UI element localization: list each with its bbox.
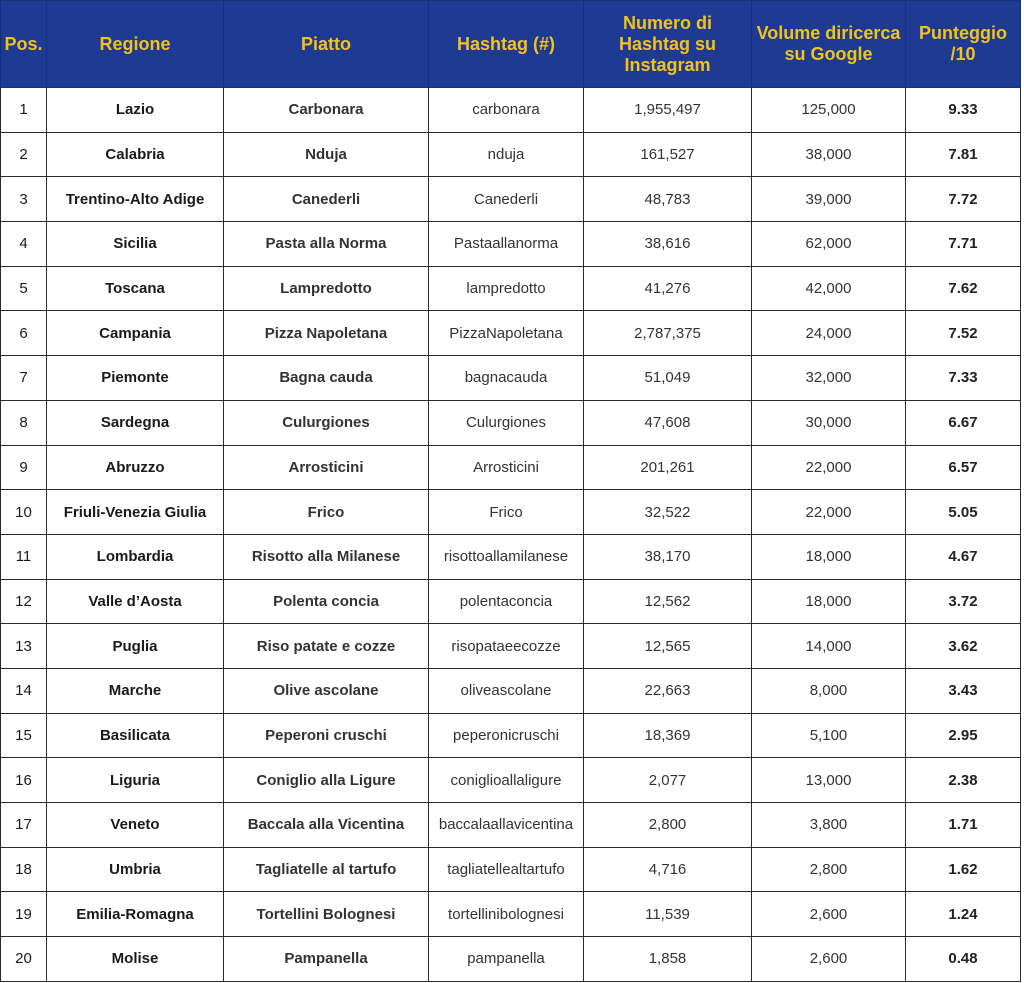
instagram-count-cell: 38,616 [584, 222, 752, 267]
google-volume-cell: 14,000 [752, 624, 906, 669]
google-volume-cell: 22,000 [752, 445, 906, 490]
hashtag-cell: Canederli [429, 177, 584, 222]
region-cell: Sardegna [47, 400, 224, 445]
region-cell: Molise [47, 937, 224, 982]
hashtag-cell: PizzaNapoletana [429, 311, 584, 356]
instagram-count-cell: 51,049 [584, 356, 752, 401]
region-cell: Campania [47, 311, 224, 356]
table-row [1, 222, 1021, 267]
header-dish[interactable]: Piatto [224, 1, 429, 88]
score-cell: 6.57 [906, 445, 1021, 490]
hashtag-cell: polentaconcia [429, 579, 584, 624]
table-row [1, 579, 1021, 624]
table-row [1, 534, 1021, 579]
google-volume-cell: 5,100 [752, 713, 906, 758]
position-cell: 12 [1, 579, 47, 624]
dish-cell: Pampanella [224, 937, 429, 982]
header-region[interactable]: Regione [47, 1, 224, 88]
score-cell: 7.33 [906, 356, 1021, 401]
instagram-count-cell: 32,522 [584, 490, 752, 535]
instagram-count-cell: 38,170 [584, 534, 752, 579]
position-cell: 7 [1, 356, 47, 401]
score-cell: 9.33 [906, 88, 1021, 133]
score-cell: 3.43 [906, 668, 1021, 713]
google-volume-cell: 13,000 [752, 758, 906, 803]
region-cell: Lombardia [47, 534, 224, 579]
dish-cell: Baccala alla Vicentina [224, 803, 429, 848]
hashtag-cell: coniglioallaligure [429, 758, 584, 803]
region-cell: Basilicata [47, 713, 224, 758]
header-score[interactable]: Punteggio /10 [906, 1, 1021, 88]
instagram-count-cell: 41,276 [584, 266, 752, 311]
region-cell: Abruzzo [47, 445, 224, 490]
position-cell: 6 [1, 311, 47, 356]
dish-cell: Riso patate e cozze [224, 624, 429, 669]
dish-cell: Pizza Napoletana [224, 311, 429, 356]
instagram-count-cell: 201,261 [584, 445, 752, 490]
header-row [1, 1, 1021, 88]
position-cell: 11 [1, 534, 47, 579]
header-instagram[interactable]: Numero di Hashtag su Instagram [584, 1, 752, 88]
table-body [1, 88, 1021, 982]
score-cell: 7.52 [906, 311, 1021, 356]
region-cell: Puglia [47, 624, 224, 669]
table-row [1, 847, 1021, 892]
google-volume-cell: 32,000 [752, 356, 906, 401]
hashtag-cell: oliveascolane [429, 668, 584, 713]
instagram-count-cell: 12,562 [584, 579, 752, 624]
dish-cell: Frico [224, 490, 429, 535]
position-cell: 1 [1, 88, 47, 133]
table-row [1, 892, 1021, 937]
region-cell: Friuli-Venezia Giulia [47, 490, 224, 535]
score-cell: 2.95 [906, 713, 1021, 758]
dish-cell: Arrosticini [224, 445, 429, 490]
dish-cell: Nduja [224, 132, 429, 177]
dish-cell: Polenta concia [224, 579, 429, 624]
google-volume-cell: 22,000 [752, 490, 906, 535]
instagram-count-cell: 12,565 [584, 624, 752, 669]
table-row [1, 490, 1021, 535]
dish-cell: Bagna cauda [224, 356, 429, 401]
dish-cell: Pasta alla Norma [224, 222, 429, 267]
score-cell: 1.24 [906, 892, 1021, 937]
instagram-count-cell: 161,527 [584, 132, 752, 177]
table-row [1, 758, 1021, 803]
region-cell: Trentino-Alto Adige [47, 177, 224, 222]
table-row [1, 400, 1021, 445]
hashtag-cell: bagnacauda [429, 356, 584, 401]
hashtag-cell: risottoallamilanese [429, 534, 584, 579]
score-cell: 6.67 [906, 400, 1021, 445]
dish-cell: Culurgiones [224, 400, 429, 445]
table-row [1, 937, 1021, 982]
table-row [1, 311, 1021, 356]
region-cell: Liguria [47, 758, 224, 803]
google-volume-cell: 2,600 [752, 937, 906, 982]
dish-cell: Peperoni cruschi [224, 713, 429, 758]
instagram-count-cell: 1,955,497 [584, 88, 752, 133]
region-cell: Marche [47, 668, 224, 713]
hashtag-cell: risopataeecozze [429, 624, 584, 669]
instagram-count-cell: 2,787,375 [584, 311, 752, 356]
score-cell: 1.71 [906, 803, 1021, 848]
region-cell: Piemonte [47, 356, 224, 401]
position-cell: 13 [1, 624, 47, 669]
table-row [1, 266, 1021, 311]
header-pos[interactable]: Pos. [1, 1, 47, 88]
table-row [1, 356, 1021, 401]
instagram-count-cell: 11,539 [584, 892, 752, 937]
hashtag-cell: carbonara [429, 88, 584, 133]
google-volume-cell: 38,000 [752, 132, 906, 177]
table-row [1, 132, 1021, 177]
position-cell: 2 [1, 132, 47, 177]
hashtag-cell: peperonicruschi [429, 713, 584, 758]
position-cell: 3 [1, 177, 47, 222]
hashtag-cell: tortellinibolognesi [429, 892, 584, 937]
score-cell: 5.05 [906, 490, 1021, 535]
table-row [1, 177, 1021, 222]
instagram-count-cell: 18,369 [584, 713, 752, 758]
instagram-count-cell: 2,077 [584, 758, 752, 803]
score-cell: 7.81 [906, 132, 1021, 177]
hashtag-cell: Pastaallanorma [429, 222, 584, 267]
table-row [1, 713, 1021, 758]
position-cell: 4 [1, 222, 47, 267]
position-cell: 20 [1, 937, 47, 982]
google-volume-cell: 39,000 [752, 177, 906, 222]
table-row [1, 445, 1021, 490]
region-cell: Calabria [47, 132, 224, 177]
position-cell: 17 [1, 803, 47, 848]
google-volume-cell: 18,000 [752, 534, 906, 579]
dish-cell: Canederli [224, 177, 429, 222]
position-cell: 19 [1, 892, 47, 937]
position-cell: 8 [1, 400, 47, 445]
header-hashtag[interactable]: Hashtag (#) [429, 1, 584, 88]
google-volume-cell: 8,000 [752, 668, 906, 713]
region-cell: Lazio [47, 88, 224, 133]
score-cell: 4.67 [906, 534, 1021, 579]
position-cell: 5 [1, 266, 47, 311]
instagram-count-cell: 1,858 [584, 937, 752, 982]
region-cell: Veneto [47, 803, 224, 848]
score-cell: 7.62 [906, 266, 1021, 311]
region-cell: Sicilia [47, 222, 224, 267]
instagram-count-cell: 48,783 [584, 177, 752, 222]
score-cell: 0.48 [906, 937, 1021, 982]
position-cell: 10 [1, 490, 47, 535]
dish-cell: Tortellini Bolognesi [224, 892, 429, 937]
table-row [1, 803, 1021, 848]
google-volume-cell: 3,800 [752, 803, 906, 848]
dish-cell: Risotto alla Milanese [224, 534, 429, 579]
score-cell: 3.62 [906, 624, 1021, 669]
dish-cell: Lampredotto [224, 266, 429, 311]
region-cell: Emilia-Romagna [47, 892, 224, 937]
google-volume-cell: 125,000 [752, 88, 906, 133]
google-volume-cell: 62,000 [752, 222, 906, 267]
hashtag-cell: Culurgiones [429, 400, 584, 445]
position-cell: 9 [1, 445, 47, 490]
instagram-count-cell: 22,663 [584, 668, 752, 713]
dish-cell: Olive ascolane [224, 668, 429, 713]
table-header [1, 1, 1021, 88]
instagram-count-cell: 2,800 [584, 803, 752, 848]
google-volume-cell: 2,600 [752, 892, 906, 937]
dish-cell: Coniglio alla Ligure [224, 758, 429, 803]
position-cell: 14 [1, 668, 47, 713]
table-row [1, 88, 1021, 133]
hashtag-cell: pampanella [429, 937, 584, 982]
dish-cell: Tagliatelle al tartufo [224, 847, 429, 892]
hashtag-cell: lampredotto [429, 266, 584, 311]
position-cell: 18 [1, 847, 47, 892]
position-cell: 16 [1, 758, 47, 803]
table-row [1, 668, 1021, 713]
instagram-count-cell: 4,716 [584, 847, 752, 892]
hashtag-cell: Frico [429, 490, 584, 535]
google-volume-cell: 42,000 [752, 266, 906, 311]
hashtag-cell: tagliatellealtartufo [429, 847, 584, 892]
google-volume-cell: 30,000 [752, 400, 906, 445]
hashtag-cell: Arrosticini [429, 445, 584, 490]
dish-cell: Carbonara [224, 88, 429, 133]
region-cell: Toscana [47, 266, 224, 311]
table-row [1, 624, 1021, 669]
region-cell: Umbria [47, 847, 224, 892]
hashtag-cell: baccalaallavicentina [429, 803, 584, 848]
score-cell: 7.71 [906, 222, 1021, 267]
score-cell: 1.62 [906, 847, 1021, 892]
region-cell: Valle d’Aosta [47, 579, 224, 624]
header-google[interactable]: Volume diricerca su Google [752, 1, 906, 88]
score-cell: 7.72 [906, 177, 1021, 222]
google-volume-cell: 2,800 [752, 847, 906, 892]
instagram-count-cell: 47,608 [584, 400, 752, 445]
google-volume-cell: 18,000 [752, 579, 906, 624]
hashtag-cell: nduja [429, 132, 584, 177]
google-volume-cell: 24,000 [752, 311, 906, 356]
score-cell: 2.38 [906, 758, 1021, 803]
score-cell: 3.72 [906, 579, 1021, 624]
position-cell: 15 [1, 713, 47, 758]
